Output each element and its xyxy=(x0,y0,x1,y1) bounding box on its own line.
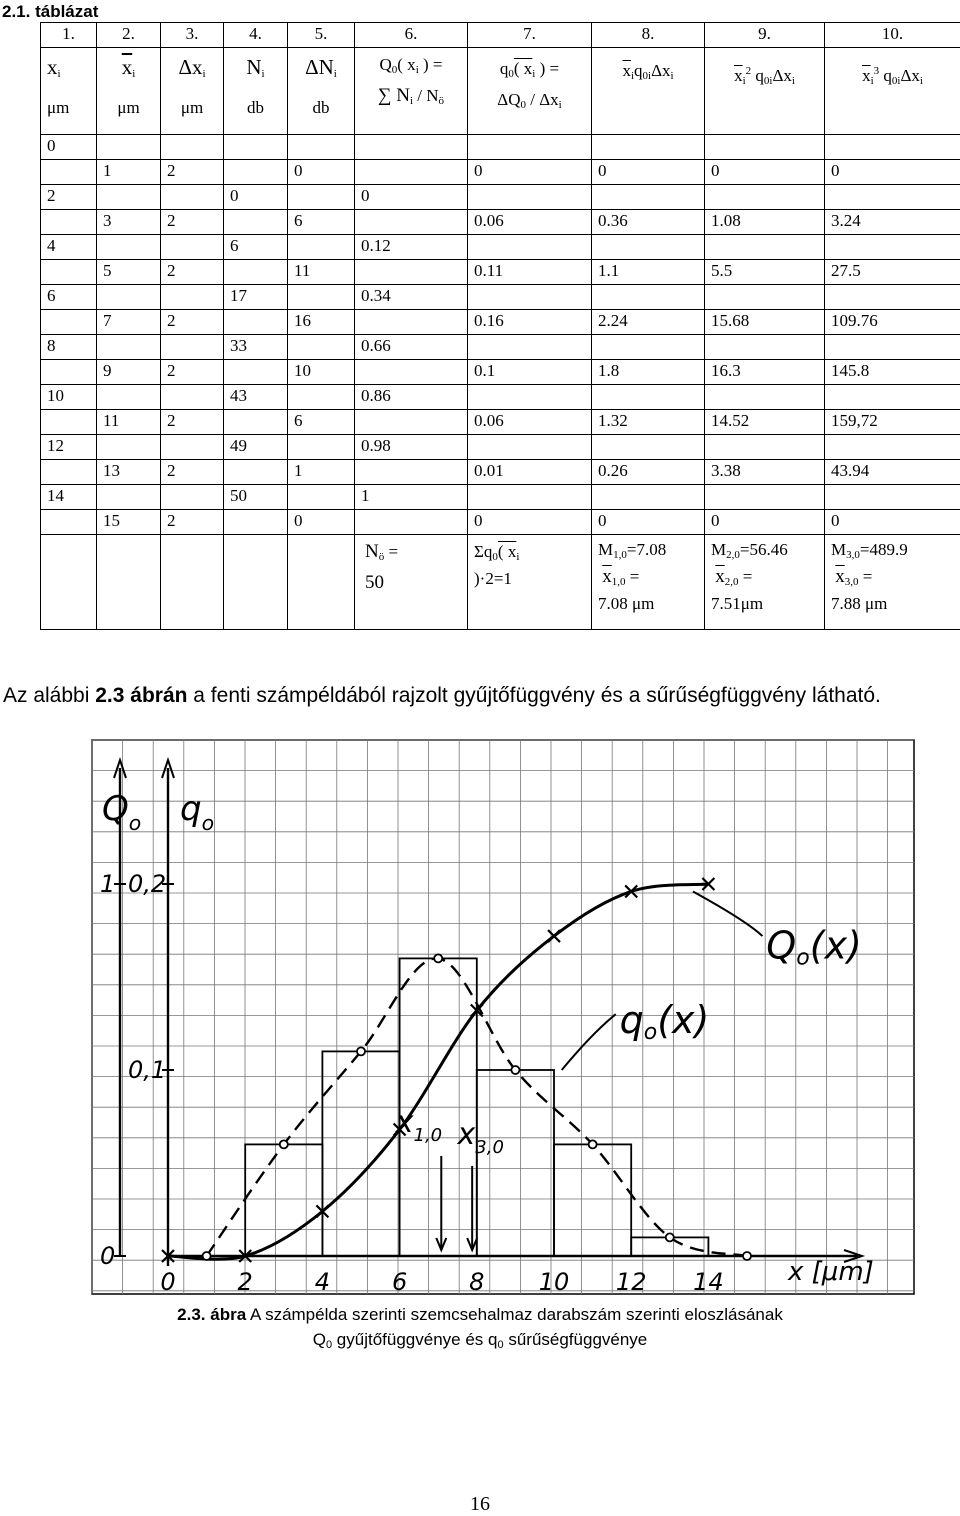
table-cell xyxy=(41,410,97,435)
axes xyxy=(114,760,862,1266)
col-number: 10. xyxy=(825,23,960,48)
table-cell: 50 xyxy=(224,485,288,510)
table-cell: 16.3 xyxy=(705,360,825,385)
histogram-bar xyxy=(554,1144,631,1256)
table-cell xyxy=(288,185,355,210)
table-cell: 6 xyxy=(41,285,97,310)
table-cell: 0 xyxy=(468,510,592,535)
table-cell: 1 xyxy=(355,485,468,510)
header-x2q: $\overline{x}_i^2$ $q_{0i}\Delta x_i$ xyxy=(705,48,825,135)
table-cell xyxy=(705,485,825,510)
table-cell xyxy=(41,210,97,235)
moment-3: $M_{3,0}=489.9$ $\overline{x}_{3,0}$ = 7.88 μm xyxy=(825,535,960,630)
table-cell xyxy=(355,510,468,535)
header-ni: $N_i$ db xyxy=(224,48,288,135)
table-cell xyxy=(288,435,355,460)
table-cell xyxy=(161,435,224,460)
table-cell xyxy=(592,185,705,210)
table-cell: 3.24 xyxy=(825,210,960,235)
table-cell xyxy=(224,460,288,485)
table-cell: 33 xyxy=(224,335,288,360)
table-cell xyxy=(288,135,355,160)
table-cell xyxy=(355,260,468,285)
table-row xyxy=(41,285,960,310)
table-cell xyxy=(592,335,705,360)
table-cell: 6 xyxy=(288,210,355,235)
table-cell: 0.66 xyxy=(355,335,468,360)
table-cell xyxy=(355,360,468,385)
table-cell xyxy=(97,435,161,460)
table-cell xyxy=(97,135,161,160)
q0-curve-label: qo(x) xyxy=(620,998,710,1045)
table-cell: 0 xyxy=(468,160,592,185)
Q-tick-label: 1 xyxy=(100,870,115,898)
table-cell: 5 xyxy=(97,260,161,285)
total-count: $N_ö$ = 50 xyxy=(355,535,468,630)
table-row xyxy=(41,460,960,485)
x-tick-label: 8 xyxy=(469,1268,484,1296)
col-number: 2. xyxy=(97,23,161,48)
table-cell: 1.08 xyxy=(705,210,825,235)
table-cell xyxy=(705,135,825,160)
table-cell: 1 xyxy=(288,460,355,485)
table-cell: 15.68 xyxy=(705,310,825,335)
x-tick-label: 4 xyxy=(315,1268,330,1296)
table-row xyxy=(41,435,960,460)
table-cell xyxy=(468,135,592,160)
table-cell: 3 xyxy=(97,210,161,235)
table-cell xyxy=(592,135,705,160)
table-cell xyxy=(97,185,161,210)
table-cell xyxy=(41,310,97,335)
table-cell xyxy=(41,510,97,535)
table-cell xyxy=(288,485,355,510)
col-number: 3. xyxy=(161,23,224,48)
table-cell: 1.32 xyxy=(592,410,705,435)
figure-labels xyxy=(100,789,874,1296)
table-cell: 0 xyxy=(592,160,705,185)
table-cell: 0.12 xyxy=(355,235,468,260)
table-cell xyxy=(355,160,468,185)
table-cell xyxy=(41,260,97,285)
table-cell: 0.06 xyxy=(468,410,592,435)
table-cell xyxy=(705,385,825,410)
q-axis-label: $q_o$ xyxy=(180,789,214,835)
col-number-row xyxy=(41,23,960,48)
table-cell xyxy=(468,435,592,460)
q0-point-marker xyxy=(589,1140,597,1148)
table-cell xyxy=(592,385,705,410)
x-tick-label: 14 xyxy=(693,1268,724,1296)
table-cell xyxy=(224,410,288,435)
col-number: 6. xyxy=(355,23,468,48)
table-cell xyxy=(161,135,224,160)
table-cell: 0.86 xyxy=(355,385,468,410)
table-cell xyxy=(592,235,705,260)
body-paragraph: Az alábbi 2.3 ábrán a fenti számpéldából rajzolt gyűjtőfüggvény és a sűrűségfüggvény látható. xyxy=(3,684,881,708)
table-cell xyxy=(355,410,468,435)
Q-tick-label: 0 xyxy=(100,1242,115,1270)
table-cell: 6 xyxy=(224,235,288,260)
table-cell xyxy=(468,235,592,260)
header-dxi: $\Delta x_i$ μm xyxy=(161,48,224,135)
col-number: 5. xyxy=(288,23,355,48)
table-cell xyxy=(41,460,97,485)
table-cell xyxy=(224,360,288,385)
table-row xyxy=(41,335,960,360)
table-cell xyxy=(161,485,224,510)
table-cell xyxy=(592,435,705,460)
q0-leader xyxy=(562,1014,616,1070)
table-cell: 2 xyxy=(161,460,224,485)
table-cell xyxy=(468,185,592,210)
table-cell xyxy=(224,135,288,160)
table-cell xyxy=(468,335,592,360)
table-cell xyxy=(592,285,705,310)
table-cell xyxy=(592,485,705,510)
table-cell xyxy=(97,335,161,360)
table-cell xyxy=(355,210,468,235)
moment-2: $M_{2,0}=56.46$ $\overline{x}_{2,0}$ = 7.51μm xyxy=(705,535,825,630)
table-cell: 0.98 xyxy=(355,435,468,460)
q0-point-marker xyxy=(666,1233,674,1241)
table-cell: 6 xyxy=(288,410,355,435)
table-cell xyxy=(97,385,161,410)
table-cell xyxy=(288,235,355,260)
table-row xyxy=(41,360,960,385)
table-cell xyxy=(705,335,825,360)
table-cell xyxy=(468,385,592,410)
x-tick-label: 0 xyxy=(160,1268,175,1296)
table-row xyxy=(41,185,960,210)
q0-point-marker xyxy=(357,1047,365,1055)
table-cell: 16 xyxy=(288,310,355,335)
table-cell: 0 xyxy=(41,135,97,160)
table-cell: 2 xyxy=(161,360,224,385)
table-cell: 14.52 xyxy=(705,410,825,435)
table-cell: 10 xyxy=(41,385,97,410)
q0-point-marker xyxy=(434,954,442,962)
table-cell xyxy=(825,335,960,360)
table-cell: 2 xyxy=(161,210,224,235)
table-cell xyxy=(468,285,592,310)
table-cell: 0 xyxy=(705,510,825,535)
table-cell: 2.24 xyxy=(592,310,705,335)
q0-point-marker xyxy=(280,1140,288,1148)
total-sum: $\Sigma q_0$( $x_i$ )·2=1 xyxy=(468,535,592,630)
table-cell: 10 xyxy=(288,360,355,385)
totals-row xyxy=(41,535,960,630)
table-cell: 0.01 xyxy=(468,460,592,485)
table-cell: 0.16 xyxy=(468,310,592,335)
curves xyxy=(162,878,762,1262)
table-cell: 9 xyxy=(97,360,161,385)
table-cell: 0 xyxy=(288,510,355,535)
table-cell: 0 xyxy=(355,185,468,210)
table-cell: 0 xyxy=(825,160,960,185)
table-cell: 2 xyxy=(161,410,224,435)
header-dni: $\Delta N_i$ db xyxy=(288,48,355,135)
table-cell: 2 xyxy=(41,185,97,210)
table-cell: 2 xyxy=(161,310,224,335)
table-cell: 17 xyxy=(224,285,288,310)
table-cell xyxy=(705,235,825,260)
table-cell xyxy=(288,285,355,310)
table-cell xyxy=(161,335,224,360)
header-xq: $\overline{x}_iq_{0i}\Delta x_i$ xyxy=(592,48,705,135)
q0-point-marker xyxy=(203,1252,211,1260)
graph-paper-grid xyxy=(92,740,914,1294)
table-cell: 2 xyxy=(161,260,224,285)
col-number: 7. xyxy=(468,23,592,48)
header-q0: $q_0$( $x_i$ ) = $\Delta Q_0 / \Delta x_i$ xyxy=(468,48,592,135)
table-cell: 0 xyxy=(705,160,825,185)
table-cell xyxy=(705,185,825,210)
table-cell xyxy=(825,135,960,160)
table-row xyxy=(41,510,960,535)
table-cell xyxy=(355,310,468,335)
table-cell: 4 xyxy=(41,235,97,260)
table-cell xyxy=(161,185,224,210)
histogram-bar xyxy=(322,1051,399,1256)
data-table xyxy=(40,22,960,630)
table-cell: 2 xyxy=(161,160,224,185)
table-cell: 15 xyxy=(97,510,161,535)
table-cell xyxy=(161,385,224,410)
table-cell xyxy=(224,310,288,335)
table-cell: 0.06 xyxy=(468,210,592,235)
table-cell: 1 xyxy=(97,160,161,185)
table-cell xyxy=(825,485,960,510)
col-number: 9. xyxy=(705,23,825,48)
col-number: 8. xyxy=(592,23,705,48)
q-tick-label: 0,1 xyxy=(128,1056,166,1084)
table-row xyxy=(41,160,960,185)
table-cell xyxy=(224,260,288,285)
table-cell: 0.34 xyxy=(355,285,468,310)
table-cell xyxy=(355,135,468,160)
table-cell: 43.94 xyxy=(825,460,960,485)
table-cell: 0.11 xyxy=(468,260,592,285)
moment-1: $M_{1,0}=7.08$ $\overline{x}_{1,0}$ = 7.08 μm xyxy=(592,535,705,630)
x-tick-label: 12 xyxy=(616,1268,647,1296)
table-cell xyxy=(224,510,288,535)
table-cell: 1.1 xyxy=(592,260,705,285)
table-cell xyxy=(355,460,468,485)
x-axis-label: x [μm] xyxy=(787,1257,874,1287)
Q0-leader xyxy=(693,891,762,936)
table-cell xyxy=(97,285,161,310)
table-cell: 2 xyxy=(161,510,224,535)
x-tick-label: 2 xyxy=(238,1268,253,1296)
table-cell: 0.1 xyxy=(468,360,592,385)
table-cell xyxy=(97,485,161,510)
distribution-figure xyxy=(88,738,918,1298)
header-Q0: $Q_0$( $x_i$ ) = ∑ $N_i / N_ö$ xyxy=(355,48,468,135)
table-cell: 13 xyxy=(97,460,161,485)
figure-caption-line1: 2.3. ábra A számpélda szerinti szemcsehalmaz darabszám szerinti eloszlásának xyxy=(0,1304,960,1326)
table-cell: 3.38 xyxy=(705,460,825,485)
page-number: 16 xyxy=(0,1493,960,1516)
table-cell: 14 xyxy=(41,485,97,510)
table-cell: 159,72 xyxy=(825,410,960,435)
x30-label: $x_{3,0}$ xyxy=(457,1117,504,1158)
table-cell xyxy=(825,385,960,410)
table-cell: 8 xyxy=(41,335,97,360)
table-cell xyxy=(161,235,224,260)
table-cell: 12 xyxy=(41,435,97,460)
q0-point-marker xyxy=(743,1252,751,1260)
table-cell: 0 xyxy=(592,510,705,535)
x-tick-label: 10 xyxy=(539,1268,570,1296)
table-cell xyxy=(224,210,288,235)
table-cell xyxy=(224,160,288,185)
table-cell xyxy=(41,160,97,185)
grid-border xyxy=(92,740,914,1294)
table-cell xyxy=(705,285,825,310)
Q0-curve xyxy=(168,884,708,1259)
table-cell xyxy=(825,235,960,260)
table-row xyxy=(41,485,960,510)
table-cell: 0 xyxy=(224,185,288,210)
table-cell xyxy=(41,360,97,385)
Q-axis-label: $Q_o$ xyxy=(102,789,141,835)
q-tick-label: 0,2 xyxy=(128,870,166,898)
col-number: 4. xyxy=(224,23,288,48)
figure-caption-line2: $Q_0$ gyűjtőfüggvénye és $q_0$ sűrűségfüggvénye xyxy=(0,1329,960,1356)
table-cell: 11 xyxy=(97,410,161,435)
table-cell xyxy=(825,435,960,460)
table-row xyxy=(41,235,960,260)
table-cell: 0 xyxy=(288,160,355,185)
q0-point-marker xyxy=(511,1066,519,1074)
table-cell xyxy=(288,385,355,410)
Q0-curve-label: Qo(x) xyxy=(766,923,862,970)
table-row xyxy=(41,135,960,160)
table-cell xyxy=(825,285,960,310)
table-cell: 1.8 xyxy=(592,360,705,385)
table-cell: 0.36 xyxy=(592,210,705,235)
table-cell: 0.26 xyxy=(592,460,705,485)
table-row xyxy=(41,210,960,235)
col-number: 1. xyxy=(41,23,97,48)
header-row xyxy=(41,48,960,135)
table-cell: 0 xyxy=(825,510,960,535)
table-caption: 2.1. táblázat xyxy=(2,2,98,22)
table-cell xyxy=(468,485,592,510)
x10-label: $x_{1,0}$ xyxy=(395,1105,442,1146)
table-cell: 145.8 xyxy=(825,360,960,385)
header-xi-mean: $\overline{x}_i$ μm xyxy=(97,48,161,135)
table-cell xyxy=(97,235,161,260)
x-tick-label: 6 xyxy=(392,1268,407,1296)
table-cell: 7 xyxy=(97,310,161,335)
table-cell: 5.5 xyxy=(705,260,825,285)
table-row xyxy=(41,385,960,410)
header-xi: $x_i$ μm xyxy=(41,48,97,135)
Q0-point-marker xyxy=(548,930,560,942)
table-cell: 43 xyxy=(224,385,288,410)
table-cell xyxy=(705,435,825,460)
table-cell xyxy=(161,285,224,310)
table-cell xyxy=(825,185,960,210)
table-cell: 109.76 xyxy=(825,310,960,335)
table-row xyxy=(41,260,960,285)
table-cell xyxy=(288,335,355,360)
table-cell: 11 xyxy=(288,260,355,285)
table-cell: 49 xyxy=(224,435,288,460)
header-x3q: $\overline{x}_i^3$ $q_{0i}\Delta x_i$ xyxy=(825,48,960,135)
table-row xyxy=(41,310,960,335)
table-row xyxy=(41,410,960,435)
table-cell: 27.5 xyxy=(825,260,960,285)
